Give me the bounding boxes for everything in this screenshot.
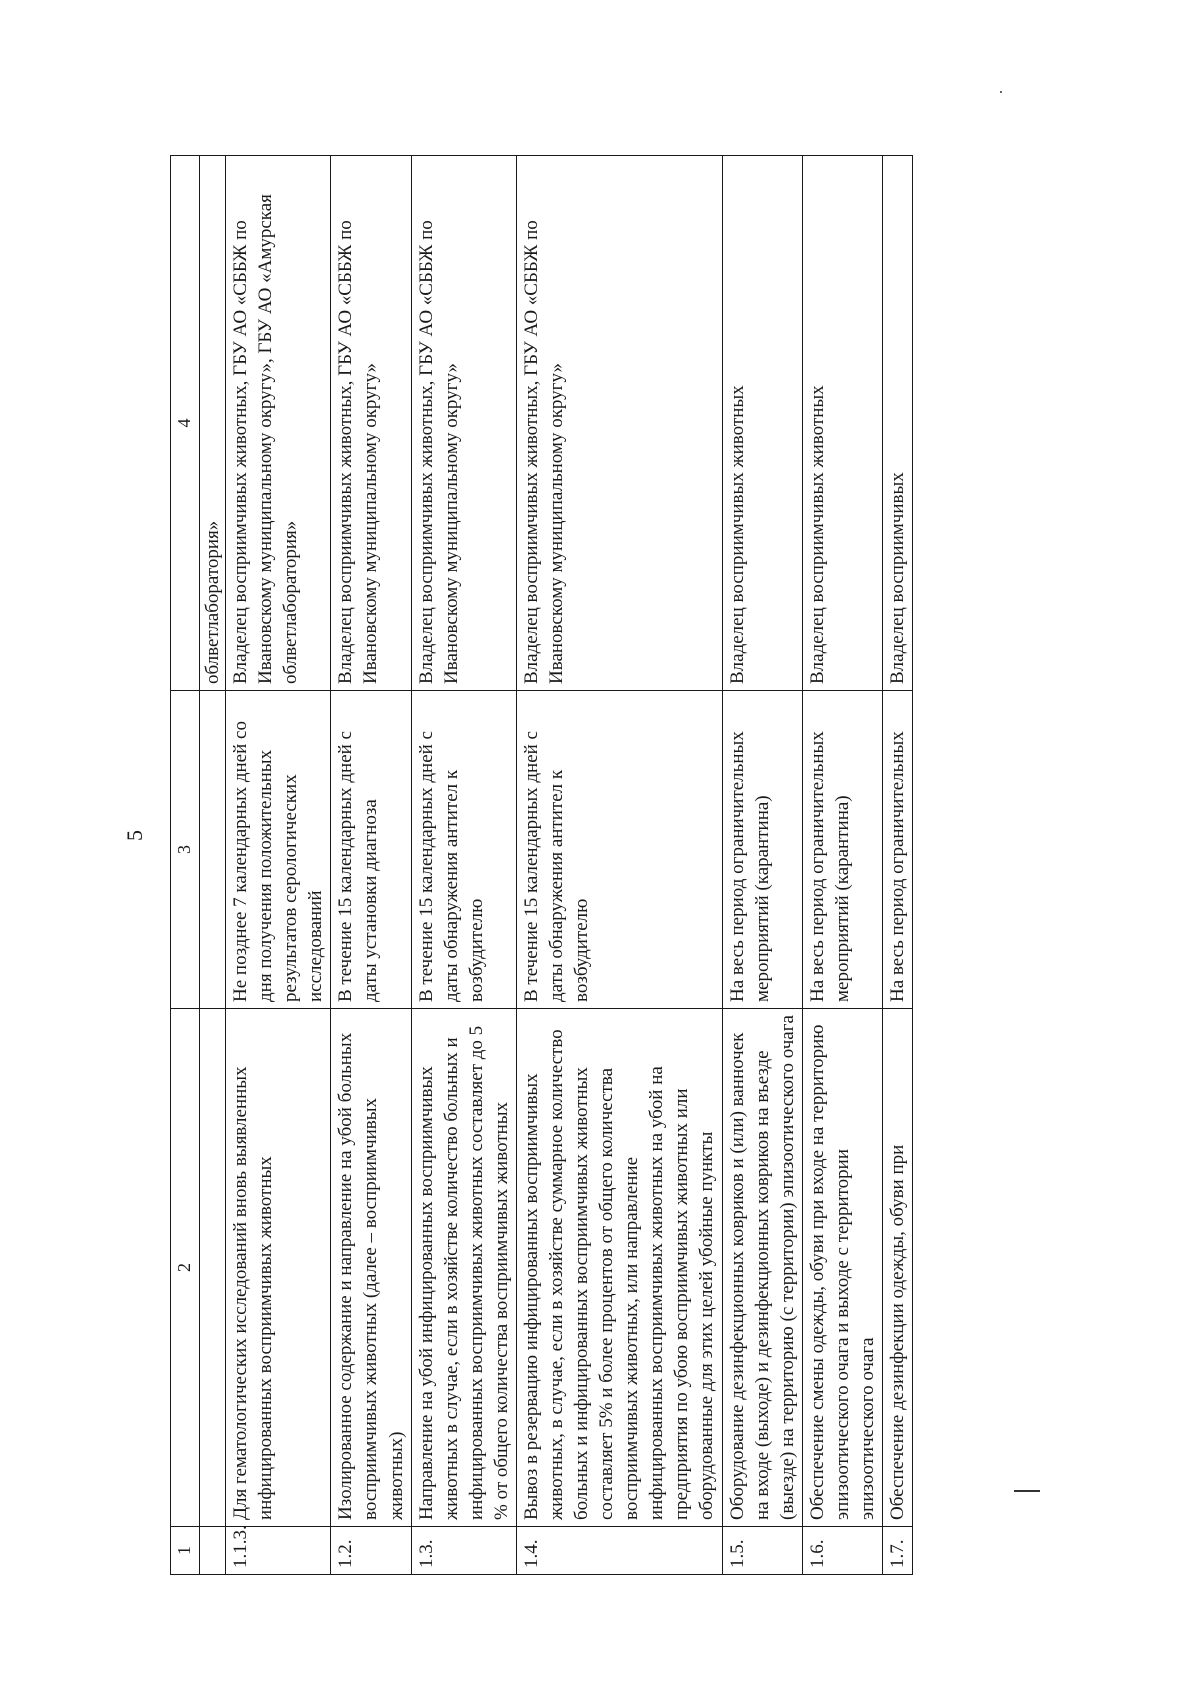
table-row bbox=[331, 156, 411, 1575]
measures-table bbox=[170, 155, 913, 1575]
row-number: 1.5. bbox=[722, 1527, 802, 1575]
table-row bbox=[411, 156, 516, 1575]
table-row bbox=[226, 156, 331, 1575]
scan-speck bbox=[1000, 91, 1002, 93]
header-col-2: 2 bbox=[171, 1009, 200, 1527]
row-term: На весь период ограничительных bbox=[883, 691, 913, 1009]
table-header-row bbox=[171, 156, 200, 1575]
row-term: Не позднее 7 календарных дней со дня получения положительных результатов серологических исследований bbox=[226, 691, 331, 1009]
row-executor: Владелец восприимчивых животных, ГБУ АО «СББЖ по Ивановскому муниципальному округу», ГБУ АО «Амурская облветлаборатория» bbox=[226, 156, 331, 691]
row-number: 1.6. bbox=[802, 1527, 882, 1575]
table-row bbox=[516, 156, 722, 1575]
row-term: В течение 15 календарных дней с даты обнаружения антител к возбудителю bbox=[516, 691, 722, 1009]
row-executor: Владелец восприимчивых животных bbox=[722, 156, 802, 691]
row-term: В течение 15 календарных дней с даты установки диагноза bbox=[331, 691, 411, 1009]
header-col-4: 4 bbox=[171, 156, 200, 691]
table-cell bbox=[200, 1009, 226, 1527]
row-executor: Владелец восприимчивых животных, ГБУ АО «СББЖ по Ивановскому муниципальному округу» bbox=[411, 156, 516, 691]
table-row bbox=[883, 156, 913, 1575]
header-col-3: 3 bbox=[171, 691, 200, 1009]
row-number: 1.7. bbox=[883, 1527, 913, 1575]
continued-executor-cell: облветлаборатория» bbox=[200, 156, 226, 691]
page-number: 5 bbox=[122, 830, 147, 841]
row-number: 1.2. bbox=[331, 1527, 411, 1575]
row-executor: Владелец восприимчивых животных, ГБУ АО «СББЖ по Ивановскому муниципальному округу» bbox=[516, 156, 722, 691]
row-number: 1.1.3. bbox=[226, 1527, 331, 1575]
continuation-row bbox=[200, 156, 226, 1575]
row-executor: Владелец восприимчивых bbox=[883, 156, 913, 691]
row-executor: Владелец восприимчивых животных bbox=[802, 156, 882, 691]
row-executor: Владелец восприимчивых животных, ГБУ АО «СББЖ по Ивановскому муниципальному округу» bbox=[331, 156, 411, 691]
row-measure: Для гематологических исследований вновь выявленных инфицированных восприимчивых животных bbox=[226, 1009, 331, 1527]
row-number: 1.3. bbox=[411, 1527, 516, 1575]
row-measure: Обеспечение дезинфекции одежды, обуви при bbox=[883, 1009, 913, 1527]
row-number: 1.4. bbox=[516, 1527, 722, 1575]
header-col-1: 1 bbox=[171, 1527, 200, 1575]
table-cell bbox=[200, 1527, 226, 1575]
row-term: На весь период ограничительных мероприятий (карантина) bbox=[802, 691, 882, 1009]
table-row bbox=[802, 156, 882, 1575]
row-measure: Изолированное содержание и направление на убой больных восприимчивых животных (далее – восприимчивых животных) bbox=[331, 1009, 411, 1527]
table-row bbox=[722, 156, 802, 1575]
row-measure: Вывоз в резервацию инфицированных восприимчивых животных, в случае, если в хозяйстве суммарное количество больных и инфицированных восприимчивых животных составляет 5% и более процентов от общего количества восприимчивых животных, или направление инфицированных восприимчивых животных на убой на предприятия по убою восприимчивых животных или оборудованные для этих целей убойные пункты bbox=[516, 1009, 722, 1527]
row-term: В течение 15 календарных дней с даты обнаружения антител к возбудителю bbox=[411, 691, 516, 1009]
row-measure: Оборудование дезинфекционных ковриков и (или) ванночек на входе (выходе) и дезинфекционных ковриков на въезде (выезде) на территорию (с территории) эпизоотического очага bbox=[722, 1009, 802, 1527]
table-cell bbox=[200, 691, 226, 1009]
row-term: На весь период ограничительных мероприятий (карантина) bbox=[722, 691, 802, 1009]
row-measure: Обеспечение смены одежды, обуви при входе на территорию эпизоотического очага и выходе с территории эпизоотического очага bbox=[802, 1009, 882, 1527]
rotated-page-content bbox=[170, 155, 1075, 1575]
row-measure: Направление на убой инфицированных восприимчивых животных в случае, если в хозяйстве количество больных и инфицированных восприимчивых животных составляет до 5 % от общего количества восприимчивых животных bbox=[411, 1009, 516, 1527]
